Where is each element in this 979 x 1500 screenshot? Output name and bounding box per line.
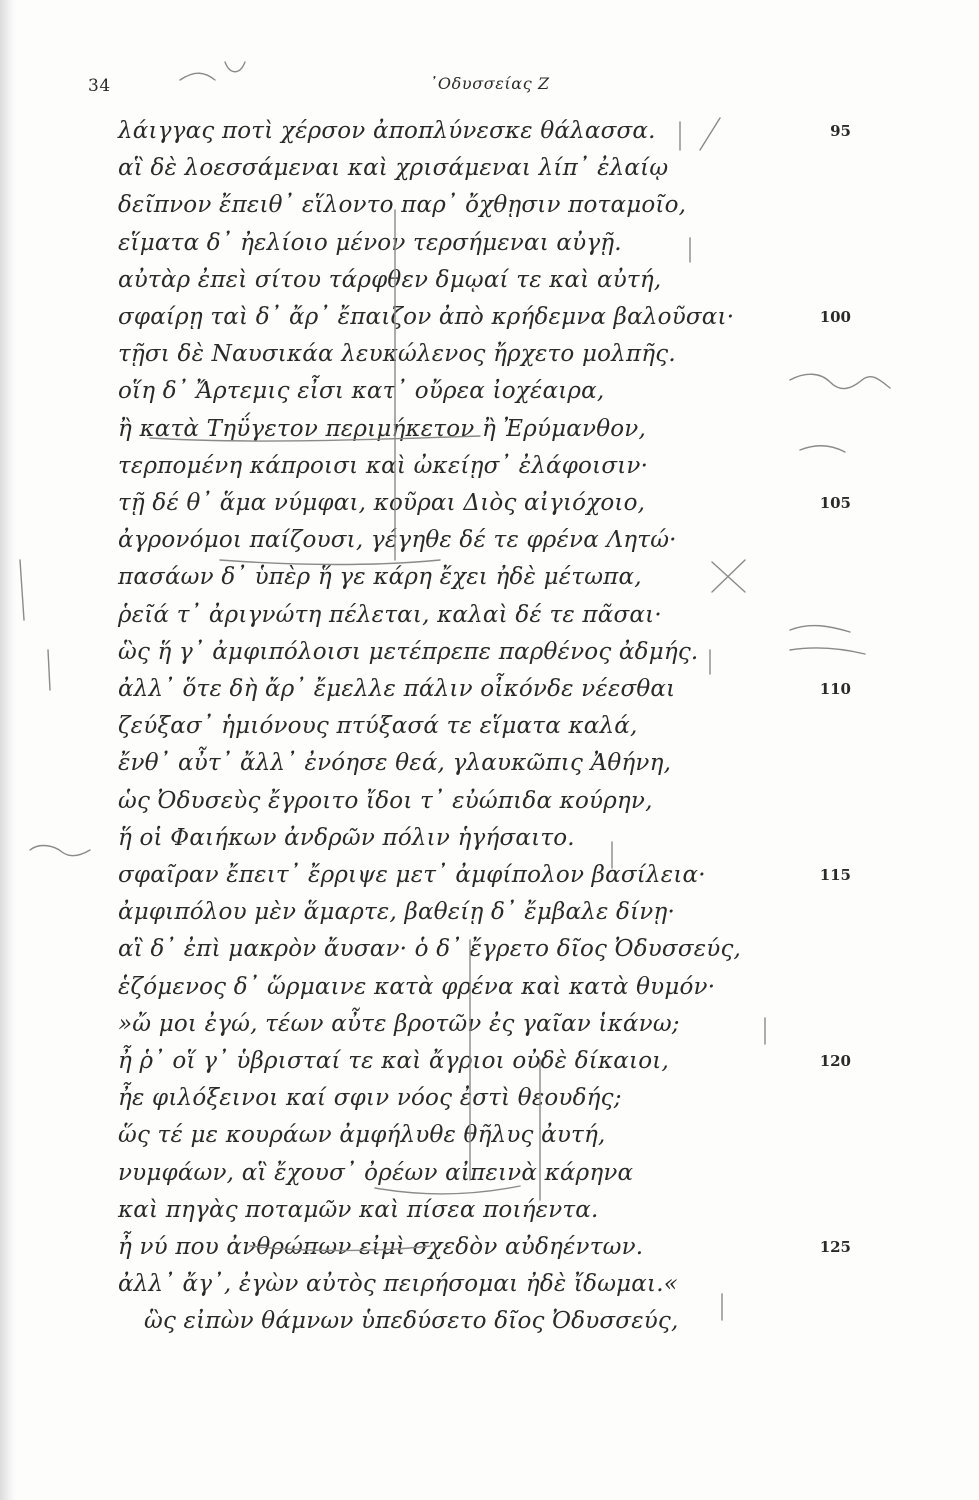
line-number: 95 bbox=[830, 122, 851, 140]
verse-line: τερπομένη κάπροισι καὶ ὠκείῃσ᾿ ἐλάφοισιν· bbox=[118, 452, 649, 479]
verse-line: ἢ κατὰ Τηΰγετον περιμήκετον ἢ Ἐρύμανθον, bbox=[118, 415, 647, 442]
line-number: 100 bbox=[819, 308, 851, 326]
verse-line: ὣς ἥ γ᾿ ἀμφιπόλοισι μετέπρεπε παρθένος ἀδμής. bbox=[118, 638, 699, 665]
verse-line: ὥς τέ με κουράων ἀμφήλυθε θῆλυς ἀυτή, bbox=[118, 1122, 606, 1149]
line-number: 105 bbox=[819, 494, 851, 512]
verse-line: ὡς Ὀδυσεὺς ἔγροιτο ἴδοι τ᾿ εὐώπιδα κούρην, bbox=[118, 787, 653, 814]
pencil-cross bbox=[712, 560, 745, 592]
pencil-margin-note-left bbox=[20, 560, 24, 620]
pencil-margin-note bbox=[800, 446, 845, 452]
pencil-margin-note-left bbox=[30, 846, 90, 856]
verse-line: τῇ δέ θ᾿ ἅμα νύμφαι, κοῦραι Διὸς αἰγιόχοιο, bbox=[118, 490, 646, 516]
verse-line: αὐτὰρ ἐπεὶ σίτου τάρφθεν δμῳαί τε καὶ αὐτή, bbox=[118, 266, 662, 293]
verse-line: δεῖπνον ἔπειθ᾿ εἵλοντο παρ᾿ ὄχθῃσιν ποταμοῖο, bbox=[118, 192, 687, 219]
running-head: ᾿Οδυσσείας Ζ bbox=[429, 74, 550, 93]
verse-line: ἦ ῥ᾿ οἵ γ᾿ ὑβρισταί τε καὶ ἄγριοι οὐδὲ δίκαιοι, bbox=[118, 1048, 669, 1074]
verse-line: ζεύξασ᾿ ἡμιόνους πτύξασά τε εἵματα καλά, bbox=[118, 713, 638, 740]
verse-line: οἵη δ᾿ Ἄρτεμις εἶσι κατ᾿ οὔρεα ἰοχέαιρα, bbox=[118, 378, 605, 405]
pencil-tick bbox=[700, 118, 720, 150]
line-number: 125 bbox=[819, 1238, 851, 1256]
verse-line: πασάων δ᾿ ὑπὲρ ἥ γε κάρη ἔχει ἠδὲ μέτωπα, bbox=[118, 564, 642, 591]
verse-line: ἀμφιπόλου μὲν ἅμαρτε, βαθείῃ δ᾿ ἔμβαλε δίνῃ· bbox=[118, 899, 675, 926]
verse-line: νυμφάων, αἳ ἔχουσ᾿ ὀρέων αἰπεινὰ κάρηνα bbox=[118, 1159, 634, 1186]
verse-line: ἦε φιλόξεινοι καί σφιν νόος ἐστὶ θεουδής; bbox=[118, 1085, 622, 1112]
verse-line: λάιγγας ποτὶ χέρσον ἀποπλύνεσκε θάλασσα. bbox=[118, 118, 656, 144]
verse-line: ἑζόμενος δ᾿ ὥρμαινε κατὰ φρένα καὶ κατὰ θυμόν· bbox=[118, 973, 716, 1000]
verse-line: ῥεῖά τ᾿ ἀριγνώτη πέλεται, καλαὶ δέ τε πᾶσαι· bbox=[118, 601, 662, 628]
line-number: 120 bbox=[819, 1052, 851, 1070]
line-number: 115 bbox=[819, 866, 851, 884]
verse-line: ἀλλ᾿ ἄγ᾿, ἐγὼν αὐτὸς πειρήσομαι ἠδὲ ἴδωμαι.« bbox=[118, 1271, 679, 1298]
pencil-margin-note-left bbox=[48, 650, 50, 690]
verse-line: σφαῖραν ἔπειτ᾿ ἔρριψε μετ᾿ ἀμφίπολον βασίλεια· bbox=[118, 862, 706, 888]
line-number: 110 bbox=[819, 680, 851, 698]
page-gutter bbox=[0, 0, 16, 1500]
verse-line: ἔνθ᾿ αὖτ᾿ ἄλλ᾿ ἐνόησε θεά, γλαυκῶπις Ἀθήνη, bbox=[118, 750, 672, 777]
verse-line: ὣς εἰπὼν θάμνων ὑπεδύσετο δῖος Ὀδυσσεύς, bbox=[144, 1308, 679, 1335]
pencil-margin-note bbox=[790, 626, 865, 654]
verse-line: ἀλλ᾿ ὅτε δὴ ἄρ᾿ ἔμελλε πάλιν οἶκόνδε νέεσθαι bbox=[118, 676, 676, 702]
verse-line: εἵματα δ᾿ ἠελίοιο μένον τερσήμεναι αὐγῇ. bbox=[118, 229, 622, 256]
verse-line: καὶ πηγὰς ποταμῶν καὶ πίσεα ποιήεντα. bbox=[118, 1196, 599, 1223]
verse-line: ἀγρονόμοι παίζουσι, γέγηθε δέ τε φρένα Λητώ· bbox=[118, 527, 677, 554]
verse-line: »ὤ μοι ἐγώ, τέων αὖτε βροτῶν ἐς γαῖαν ἱκάνω; bbox=[118, 1010, 680, 1037]
page-number: 34 bbox=[88, 76, 111, 96]
verse-line: σφαίρῃ ταὶ δ᾿ ἄρ᾿ ἔπαιζον ἀπὸ κρήδεμνα βαλοῦσαι· bbox=[118, 304, 735, 330]
verse-line: ἦ νύ που ἀνθρώπων εἰμὶ σχεδὸν αὐδηέντων. bbox=[118, 1234, 644, 1260]
verse-line: τῇσι δὲ Ναυσικάα λευκώλενος ἤρχετο μολπῆς. bbox=[118, 341, 676, 368]
verse-line: αἳ δ᾿ ἐπὶ μακρὸν ἄυσαν· ὁ δ᾿ ἔγρετο δῖος Ὀδυσσεύς, bbox=[118, 936, 742, 963]
pencil-margin-note bbox=[790, 374, 890, 388]
verse-line: ἥ οἱ Φαιήκων ἀνδρῶν πόλιν ἡγήσαιτο. bbox=[118, 824, 575, 851]
verse-line: αἳ δὲ λοεσσάμεναι καὶ χρισάμεναι λίπ᾿ ἐλαίῳ bbox=[118, 155, 669, 182]
